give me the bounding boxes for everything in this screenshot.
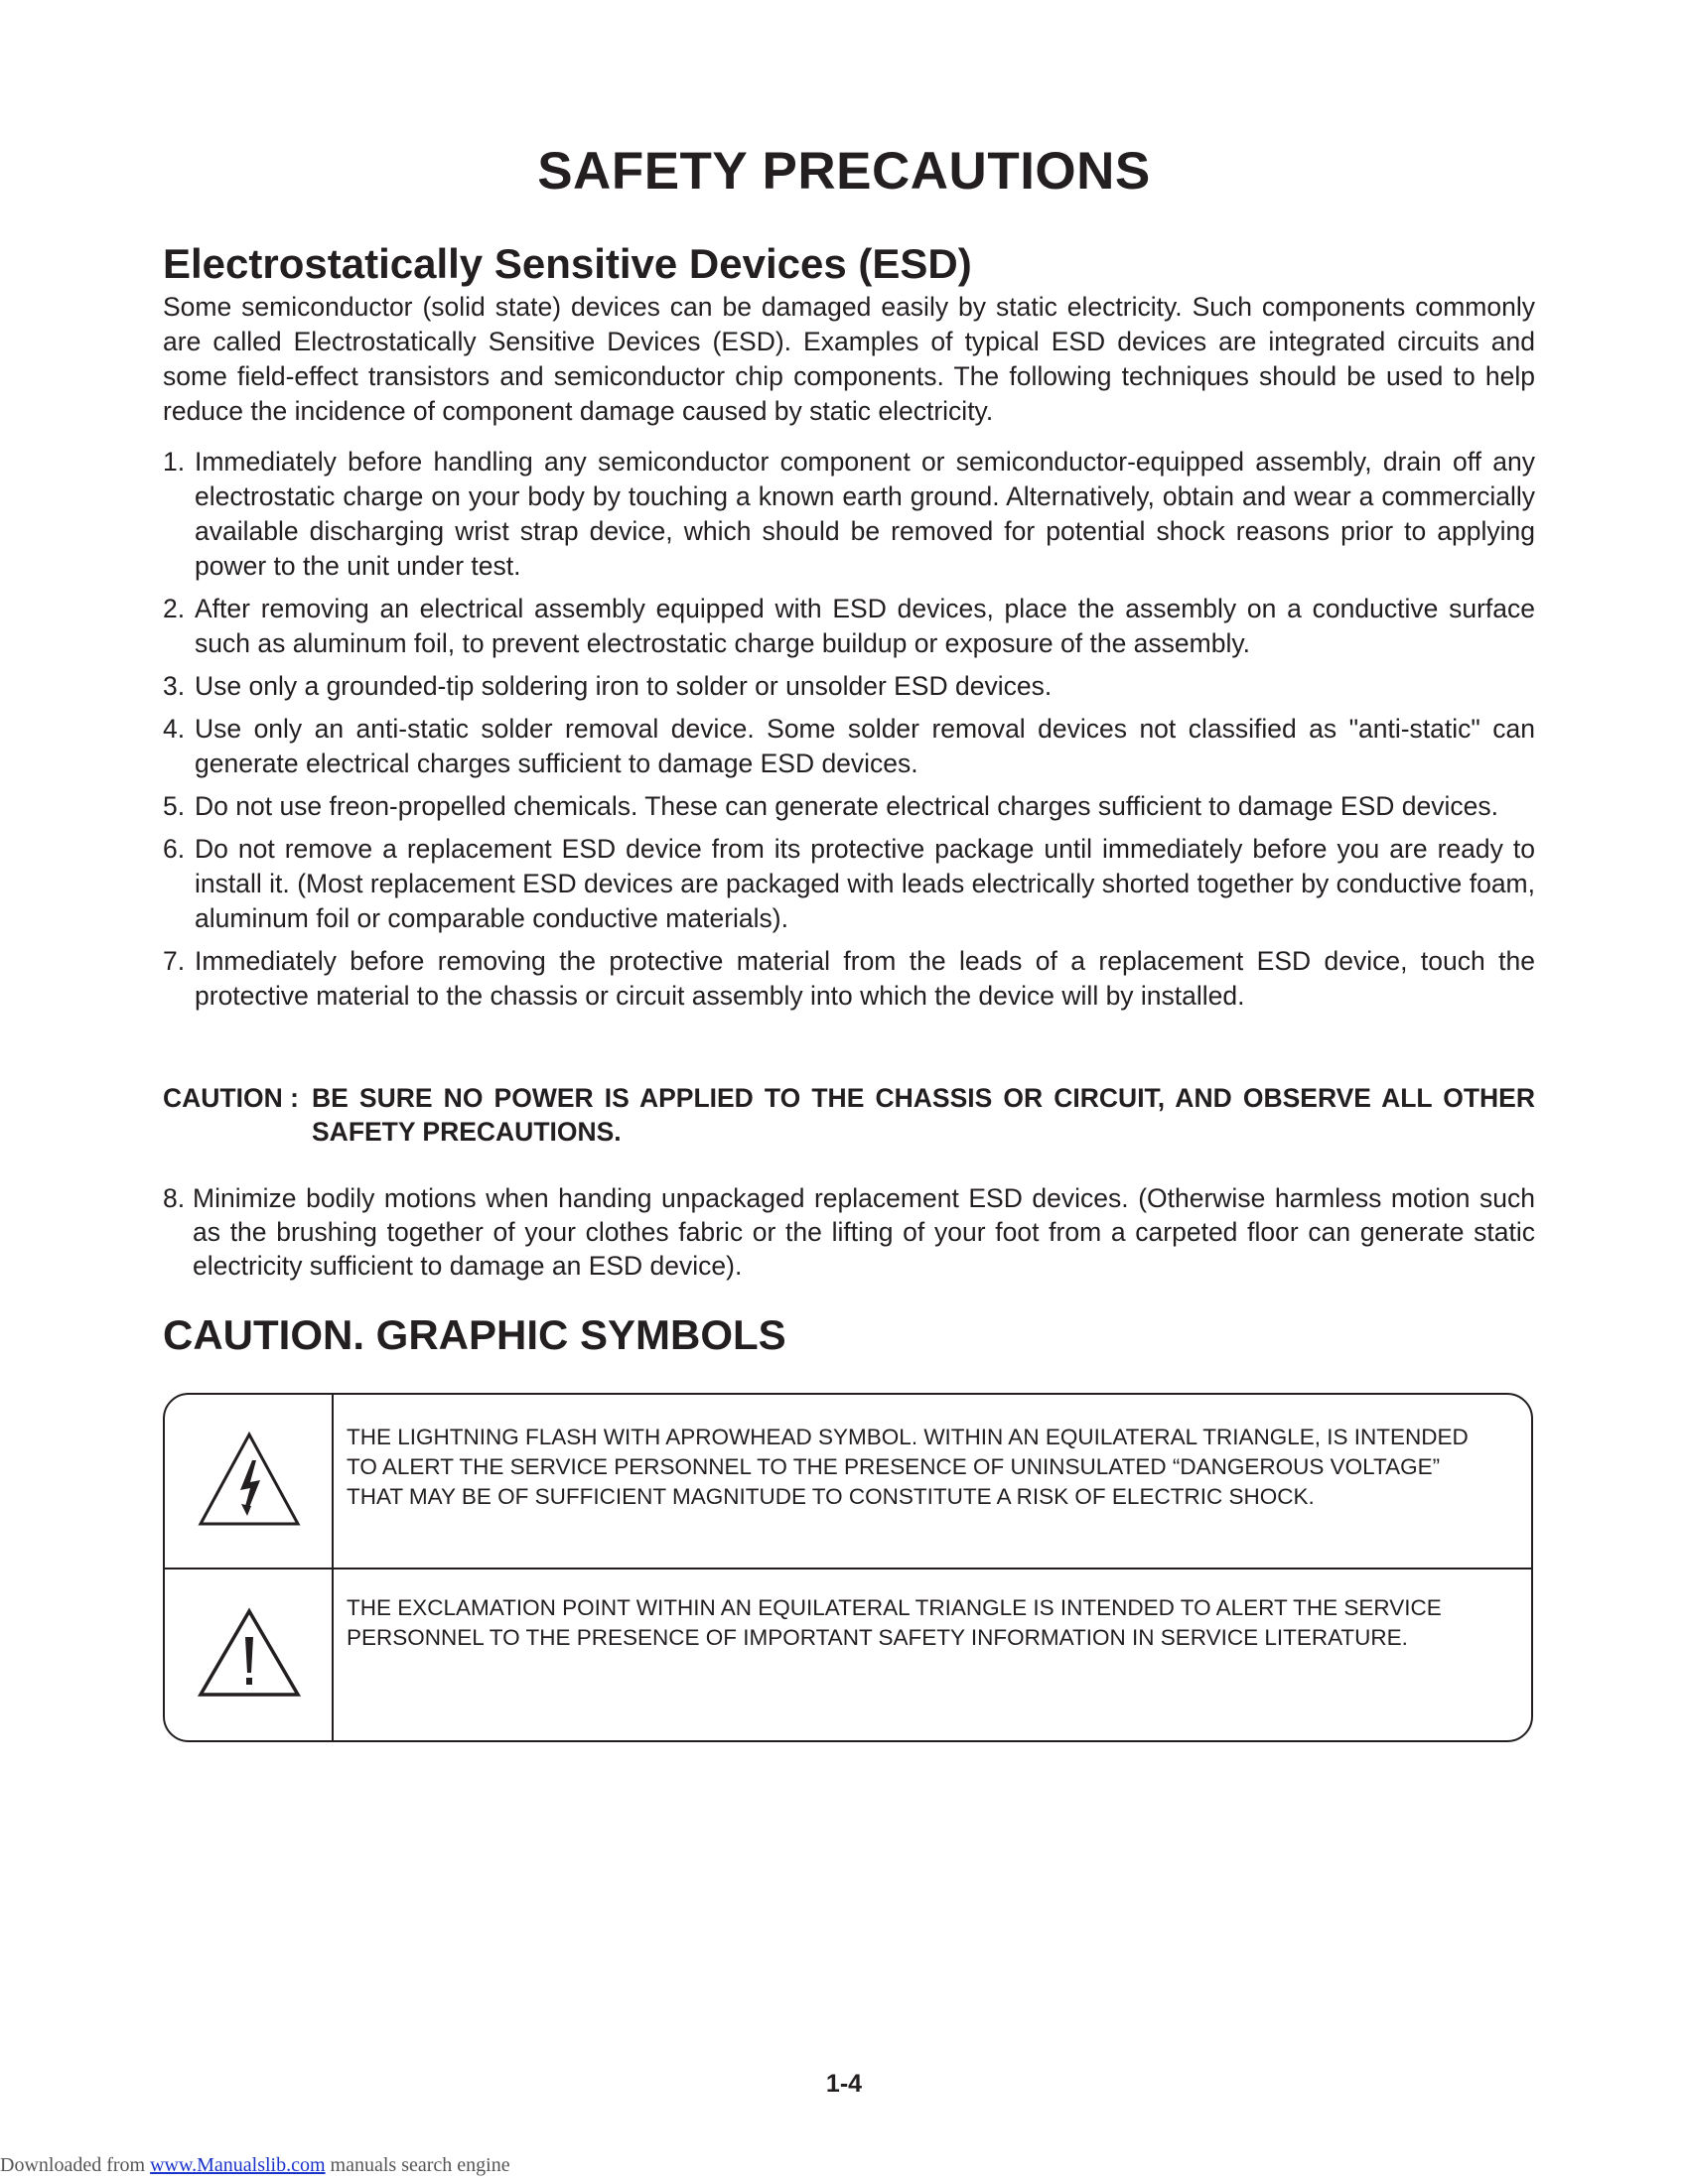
esd-intro-paragraph: Some semiconductor (solid state) devices can be damaged easily by static electricity. Such components commonly are called Electrostatically Sensitive Devices (ESD). Examples of typical ESD devices are integrated circuits and some field-effect transistors and semiconductor chip components. The following techniques should be used to help reduce the incidence of component damage caused by static electricity. xyxy=(163,292,1535,426)
symbol-cell xyxy=(165,1568,334,1740)
step-number: 8. xyxy=(163,1183,186,1213)
step-number: 6. xyxy=(163,834,186,864)
list-item xyxy=(163,669,1535,704)
download-footer xyxy=(0,2154,510,2177)
step-number: 2. xyxy=(163,594,186,623)
list-item xyxy=(163,592,1535,661)
list-item xyxy=(163,789,1535,824)
esd-steps-list xyxy=(163,445,1535,1022)
step-text: Do not remove a replacement ESD device from its protective package until immediately before you are ready to install it. (Most replacement ESD devices are packaged with leads electrically shorted together by conductive foam, aluminum foil or comparable conductive materials). xyxy=(195,834,1535,933)
table-row xyxy=(165,1568,1531,1740)
step-text: Immediately before removing the protective material from the leads of a replacement ESD device, touch the protective material to the chassis or circuit assembly into which the device will by installed. xyxy=(195,946,1535,1011)
symbol-cell xyxy=(165,1395,334,1568)
symbol-description: THE LIGHTNING FLASH WITH APROWHEAD SYMBOL. WITHIN AN EQUILATERAL TRIANGLE, IS INTENDED TO ALERT THE SERVICE PERSONNEL TO THE PRESENCE OF UNINSULATED “DANGEROUS VOLTAGE” THAT MAY BE OF SUFFICIENT MAGNITUDE TO CONSTITUTE A RISK OF ELECTRIC SHOCK. xyxy=(347,1425,1469,1509)
step-number: 7. xyxy=(163,946,186,976)
footer-suffix: manuals search engine xyxy=(325,2154,510,2176)
step-number: 1. xyxy=(163,447,186,477)
manualslib-link[interactable]: www.Manualslib.com xyxy=(150,2154,326,2176)
list-item xyxy=(163,712,1535,781)
step-number: 5. xyxy=(163,791,186,821)
step-text: Use only an anti-static solder removal device. Some solder removal devices not classified as "anti-static" can generate electrical charges sufficient to damage ESD devices. xyxy=(195,714,1535,778)
page-title: SAFETY PRECAUTIONS xyxy=(537,142,1151,201)
graphic-symbols-heading: CAUTION. GRAPHIC SYMBOLS xyxy=(163,1311,786,1358)
page-number: 1-4 xyxy=(825,2070,863,2098)
step-text: Minimize bodily motions when handing unpackaged replacement ESD devices. (Otherwise harmless motion such as the brushing together of your clothes fabric or the lifting of your foot from a carpeted floor can generate static electricity sufficient to damage an ESD device). xyxy=(193,1183,1535,1281)
footer-prefix: Downloaded from xyxy=(0,2154,151,2176)
step-number: 4. xyxy=(163,714,186,744)
list-item xyxy=(163,944,1535,1014)
step-number: 3. xyxy=(163,671,186,701)
symbol-description: THE EXCLAMATION POINT WITHIN AN EQUILATERAL TRIANGLE IS INTENDED TO ALERT THE SERVICE PERSONNEL TO THE PRESENCE OF IMPORTANT SAFETY INFORMATION IN SERVICE LITERATURE. xyxy=(347,1595,1442,1650)
list-item xyxy=(163,445,1535,584)
list-item xyxy=(163,832,1535,936)
step-text: Immediately before handling any semiconductor component or semiconductor-equipped assembly, drain off any electrostatic charge on your body by touching a known earth ground. Alternatively, obtain and wear a commercially available discharging wrist strap device, which should be removed for potential shock reasons prior to applying power to the unit under test. xyxy=(195,447,1535,581)
step-text: After removing an electrical assembly equipped with ESD devices, place the assembly on a conductive surface such as aluminum foil, to prevent electrostatic charge buildup or exposure of the assembly. xyxy=(195,594,1535,658)
caution-text: BE SURE NO POWER IS APPLIED TO THE CHASSIS OR CIRCUIT, AND OBSERVE ALL OTHER SAFETY PRECAUTIONS. xyxy=(312,1083,1535,1147)
exclamation-triangle-icon xyxy=(197,1607,302,1699)
step-text: Use only a grounded-tip soldering iron to solder or unsolder ESD devices. xyxy=(195,671,1053,701)
table-row xyxy=(165,1395,1531,1570)
esd-heading: Electrostatically Sensitive Devices (ESD) xyxy=(163,240,972,287)
lightning-triangle-icon xyxy=(197,1431,302,1528)
step-text: Do not use freon-propelled chemicals. These can generate electrical charges sufficient to damage ESD devices. xyxy=(195,791,1498,821)
list-item xyxy=(163,1181,1535,1283)
caution-label: CAUTION : xyxy=(163,1083,299,1113)
caution-notice xyxy=(163,1081,1535,1149)
graphic-symbols-table xyxy=(163,1393,1533,1742)
